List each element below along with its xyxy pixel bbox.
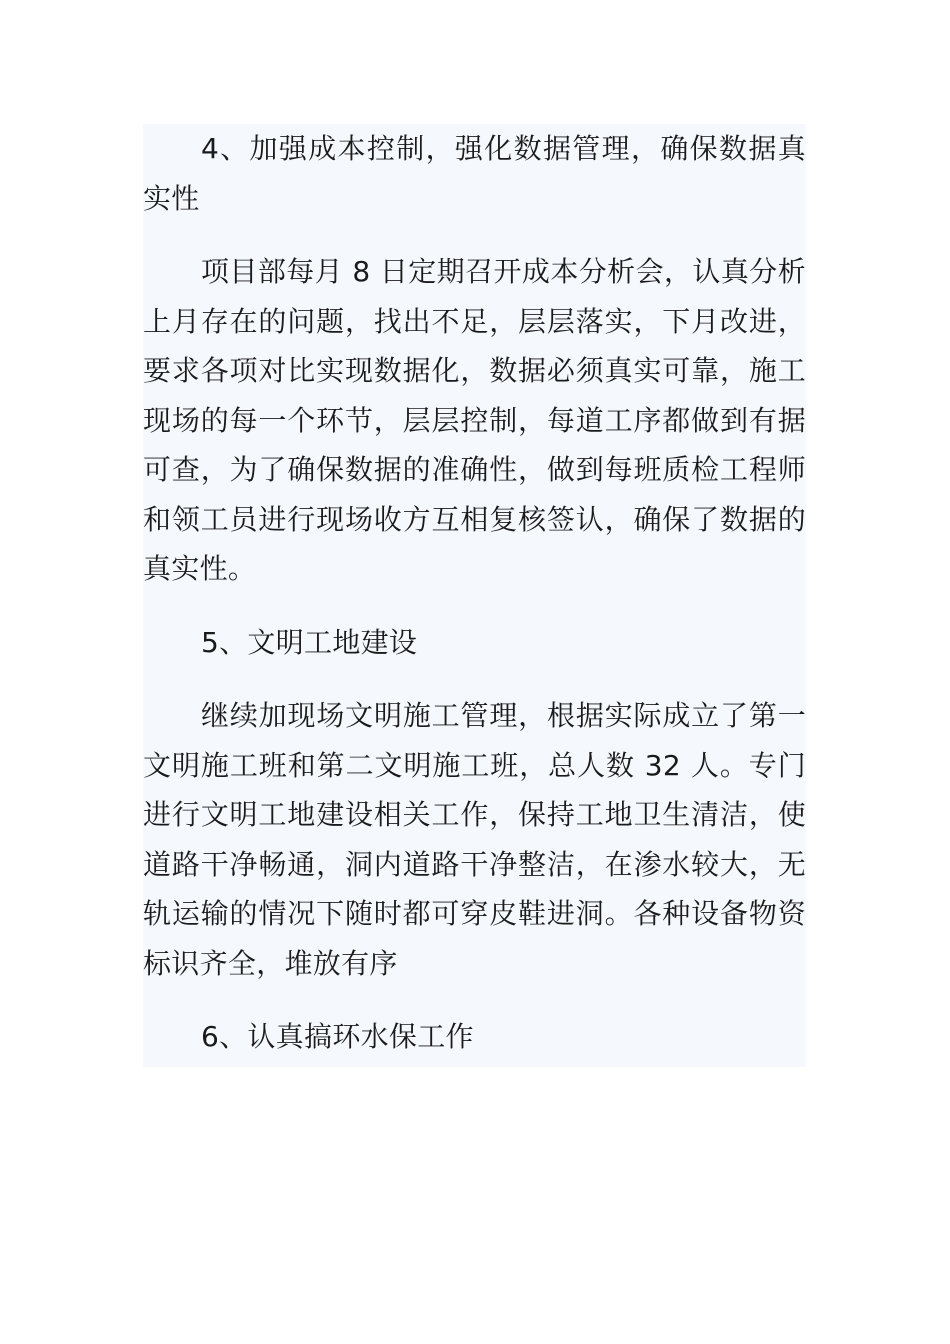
paragraph-spacer [143,988,806,1012]
paragraph-civilized-construction: 继续加现场文明施工管理，根据实际成立了第一文明施工班和第二文明施工班，总人数 32 人。专门进行文明工地建设相关工作，保持工地卫生清洁，使道路干净畅通，洞内道路干净整洁，在渗水较大，无轨运输的情况下随时都可穿皮鞋进洞。各种设备物资标识齐全，堆放有序 [143,699,806,980]
section-heading-cost-control: 4、加强成本控制，强化数据管理，确保数据真实性 [143,132,806,215]
paragraph-spacer [143,667,806,691]
paragraph-cost-analysis: 项目部每月 8 日定期召开成本分析会，认真分析上月存在的问题，找出不足，层层落实，下月改进，要求各项对比实现数据化，数据必须真实可靠，施工现场的每一个环节，层层控制，每道工序都做到有据可查，为了确保数据的准确性，做到每班质检工程师和领工员进行现场收方互相复核签认，确保了数据的真实性。 [143,255,806,585]
paragraph-spacer [143,594,806,618]
section-heading-civilized-site: 5、文明工地建设 [201,625,418,659]
section-heading-environment: 6、认真搞环水保工作 [201,1020,474,1053]
paragraph-spacer [143,223,806,247]
document-body [143,124,806,1067]
